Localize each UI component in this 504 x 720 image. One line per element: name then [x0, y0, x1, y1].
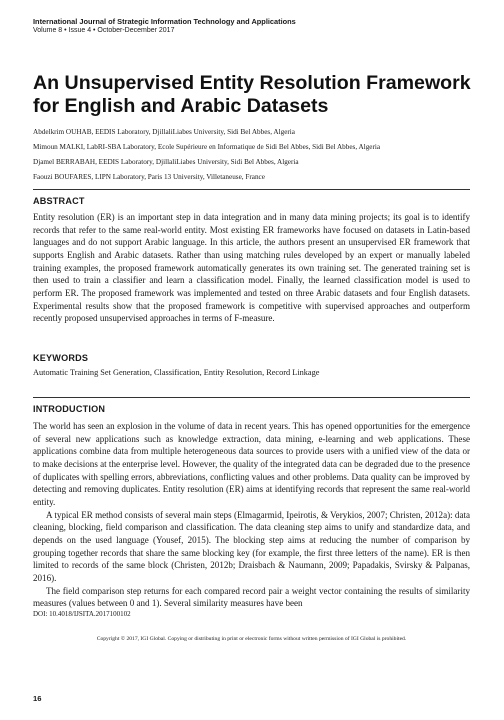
section-divider: [33, 397, 470, 398]
introduction-body: [33, 420, 470, 610]
author-affiliation: Mimoun MALKI, LabRI-SBA Laboratory, Ecole Supérieure en Informatique de Sidi Bel Abbes, Sidi Bel Abbes, Algeria: [33, 143, 381, 151]
keywords-text: Automatic Training Set Generation, Classification, Entity Resolution, Record Linkage: [33, 368, 320, 377]
volume-issue: Volume 8 • Issue 4 • October-December 2017: [33, 27, 175, 34]
keywords-heading: KEYWORDS: [33, 353, 89, 363]
introduction-heading: INTRODUCTION: [33, 404, 106, 414]
author-list: [33, 125, 483, 185]
abstract-heading: ABSTRACT: [33, 196, 85, 206]
abstract-text: Entity resolution (ER) is an important step in data integration and in many data mining projects; its goal is to identify records that refer to the same real-world entity. Most existing ER frameworks have focused on datasets in Latin-based languages and do not support Arabic language. In this article, the authors present an unsupervised ER framework that supports English and Arabic datasets. Rather than using matching rules developed by an expert or manually labeled training examples, the proposed framework automatically generates its own training set. The generated training set is then used to train a classifier and learn a classification model. Finally, the learned classification model is used to perform ER. The proposed framework was implemented and tested on three Arabic datasets and four English datasets. Experimental results show that the proposed framework is competitive with supervised approaches and outperform recently proposed unsupervised approaches in terms of F-measure.: [33, 212, 470, 324]
copyright-notice: Copyright © 2017, IGI Global. Copying or distributing in print or electronic forms without written permission of IGI Global is prohibited.: [96, 636, 407, 642]
author-affiliation: Djamel BERRABAH, EEDIS Laboratory, DjillaliLiabes University, Sidi Bel Abbes, Algeria: [33, 158, 299, 166]
author-affiliation: Faouzi BOUFARES, LIPN Laboratory, Paris 13 University, Villetaneuse, France: [33, 173, 265, 181]
doi-line: DOI: 10.4018/IJSITA.2017100102: [33, 610, 131, 618]
intro-paragraph-text: The field comparison step returns for each compared record pair a weight vector containing the results of similarity measures (values between 0 and 1). Several similarity measures have been: [33, 585, 470, 609]
section-divider: [33, 189, 470, 190]
intro-paragraph: [33, 509, 470, 585]
page-number: 16: [33, 694, 42, 703]
journal-name: International Journal of Strategic Information Technology and Applications: [33, 17, 296, 26]
intro-paragraph: [33, 585, 470, 610]
author-affiliation: Abdelkrim OUHAB, EEDIS Laboratory, DjillaliLiabes University, Sidi Bel Abbes, Algeria: [33, 128, 295, 136]
intro-paragraph-text: A typical ER method consists of several main steps (Elmagarmid, Ipeirotis, & Verykios, 2007; Christen, 2012a): data cleaning, blocking, field comparison and classification. The data cleaning step aims to unify and standardize data, and depends on the used language (Yousef, 2015). The blocking step aims at reducing the number of comparison by grouping together records that share the same blocking key (for example, the first three letters of the name). ER is then limited to records of the same block (Christen, 2012b; Draisbach & Naumann, 2009; Papadakis, Svirsky & Palpanas, 2016).: [33, 509, 470, 583]
article-title: An Unsupervised Entity Resolution Framework for English and Arabic Datasets: [33, 72, 471, 117]
intro-paragraph: The world has seen an explosion in the volume of data in recent years. This has opened opportunities for the emergence of several new applications such as knowledge extraction, data mining, e-learning and web applications. These applications combine data from multiple heterogeneous data sources to provide users with a unified view of the data or to make decisions at the enterprise level. However, the quality of the integrated data can be degraded due to the presence of duplicates with spelling errors, abbreviations, conflicting values and other problems. Data quality can be improved by detecting and removing duplicates. Entity resolution (ER) aims at identifying records that represent the same real-world entity.: [33, 421, 470, 507]
